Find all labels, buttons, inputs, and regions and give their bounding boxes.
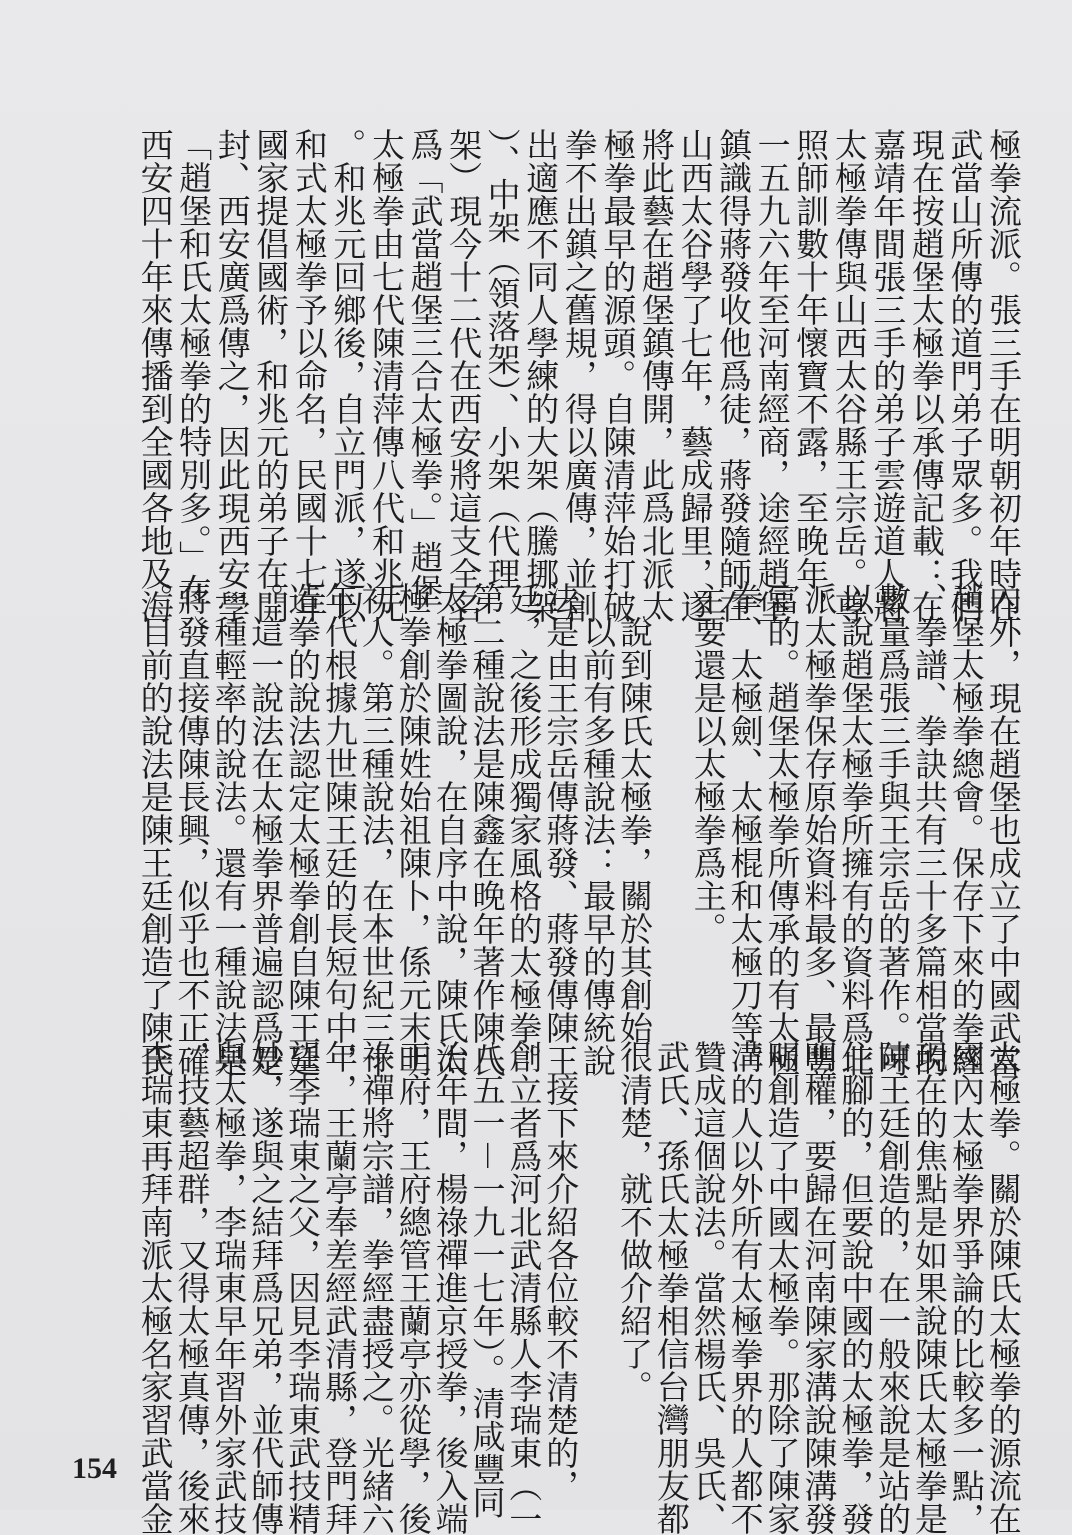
- text-column: 派太極拳保存原始資料最多、最豐: [799, 582, 839, 1077]
- text-column: 很清楚，就不做介紹了。: [614, 1040, 654, 1403]
- text-column: 陳王廷創造的，在一般來說是站的: [873, 1040, 913, 1535]
- text-column: 蔣發直接傳陳長興，似乎也不正確: [172, 582, 212, 1077]
- text-column: 。目前的說法是陳王廷創造了陳氏: [135, 582, 175, 1077]
- text-column: 現在按趙堡太極拳以承傳記載：在: [906, 128, 946, 623]
- text-column: 王府，王府總管王蘭亭亦從學，後: [393, 1040, 433, 1535]
- text-column: 現在的焦點是如果說陳氏太極拳是: [909, 1040, 949, 1535]
- text-column: 明權，要歸在河南陳家溝說陳溝發: [799, 1040, 839, 1535]
- text-column: 太極拳。關於陳氏太極拳的源流在: [983, 1040, 1023, 1535]
- text-column: 與太極拳，李瑞東早年習外家武技: [209, 1040, 249, 1535]
- text-column: 國家提倡國術，和兆元的弟子在開: [251, 128, 291, 623]
- text-column: 年代根據九世陳王廷的長短句中，: [319, 582, 359, 1077]
- text-column: 贊成這個說法。當然楊氏、吳氏、: [688, 1040, 728, 1535]
- page-number: 154: [72, 1452, 117, 1485]
- text-column: 爲「武當趙堡三合太極拳。」趙堡: [405, 128, 445, 607]
- text-column: ）、中架（領落架）、小架（代理: [482, 128, 522, 590]
- text-column: 極拳創於陳姓始祖陳卜，係元末明: [393, 582, 433, 1077]
- text-column: 八五一－一九一七年）。清咸豐同: [467, 1040, 507, 1519]
- text-column: 山西太谷學了七年，藝成歸里，遂: [675, 128, 715, 623]
- text-column: 明創造了中國太極拳。那除了陳家: [762, 1040, 802, 1535]
- text-column: 將此藝在趙堡鎮傳開，此爲北派太: [636, 128, 676, 623]
- text-column: 說到陳氏太極拳，關於其創始: [614, 582, 654, 1044]
- text-column: 嘉靖年間張三手的弟子雲遊道人將: [868, 128, 908, 623]
- text-column: 太極拳圖說，在自序中說，陳氏太: [430, 582, 470, 1077]
- text-column: 。這一說法在太極拳界普遍認爲是: [246, 582, 286, 1077]
- text-column: 。和兆元回鄉後，自立門派，遂以: [328, 128, 368, 623]
- text-block-top: [135, 128, 1023, 623]
- text-column: 拳、太極劍、太極棍和太極刀等。: [725, 582, 765, 1077]
- text-column: 溝的人以外所有太極拳界的人都不: [725, 1040, 765, 1535]
- text-column: 武當山所傳的道門弟子眾多。我們: [945, 128, 985, 623]
- text-column: 造拳的說法認定太極拳創自陳王廷: [283, 582, 323, 1077]
- text-column: 趙堡太極拳總會。保存下來的拳經: [946, 582, 986, 1077]
- text-column: 極拳流派。張三手在明朝初年時在: [983, 128, 1023, 623]
- text-column: 以說趙堡太極拳所擁有的資料爲北: [836, 582, 876, 1077]
- text-column: 初人。第三種說法，在本世紀三十: [356, 582, 396, 1077]
- text-column: 和式太極拳予以命名，民國十七年: [289, 128, 329, 623]
- text-column: 出適應不同人學練的大架（騰挪架: [521, 128, 561, 623]
- text-column: 極拳最早的源頭。自陳清萍始打破: [598, 128, 638, 623]
- text-column: [581, 1040, 615, 1444]
- text-column: 創立者爲河北武清縣人李瑞東（一: [504, 1040, 544, 1535]
- text-column: 、拳譜、拳訣共有三十多篇相當的: [909, 582, 949, 1077]
- text-column: 住腳的，但要說中國的太極拳，發: [836, 1040, 876, 1535]
- text-column: 封、西安廣爲傳之，因此現西安學: [212, 128, 252, 623]
- text-column: 數量爲張三手與王宗岳的著作。可: [873, 582, 913, 1077]
- text-column: 太極拳傳與山西太谷縣王宗岳。尊: [829, 128, 869, 623]
- text-column: ，以前有多種說法：最早的傳統說: [578, 582, 618, 1077]
- text-column: 富的。趙堡太極拳所傳承的有太極: [762, 582, 802, 1077]
- text-column: 望李瑞東之父，因見李瑞東武技精: [283, 1040, 323, 1535]
- text-column: 鎮識得蔣發收他爲徒，蔣發隨師在: [714, 128, 754, 623]
- text-column: 治年間，楊祿禪進京授拳，後入端: [430, 1040, 470, 1535]
- text-block-bottom: [135, 1040, 1023, 1535]
- text-column: 年，王蘭亭奉差經武清縣，登門拜: [319, 1040, 359, 1535]
- text-column: 接下來介紹各位較不清楚的，: [541, 1040, 581, 1502]
- text-column: 內外，現在趙堡也成立了中國武當: [983, 582, 1023, 1077]
- text-block-middle: [135, 582, 1023, 1077]
- text-column: 廷，之後形成獨家風格的太極拳。: [504, 582, 544, 1077]
- text-column: [654, 582, 688, 986]
- text-column: 第二種說法是陳鑫在晚年著作陳氏: [467, 582, 507, 1077]
- text-column: ，技藝超群，又得太極真傳，後來: [172, 1040, 212, 1535]
- text-column: 主要還是以太極拳爲主。: [688, 582, 728, 945]
- text-column: 祿禪將宗譜，拳經盡授之。光緒六: [356, 1040, 396, 1535]
- text-column: 李瑞東再拜南派太極名家習武當金: [135, 1040, 175, 1535]
- text-column: 法是由王宗岳傳蔣發、蔣發傳陳王: [541, 582, 581, 1077]
- text-column: 「趙堡和氏太極拳的特別多。」在: [174, 128, 214, 607]
- text-column: 一五九六年至河南經商，途經趙堡: [752, 128, 792, 623]
- text-column: 拳不出鎮之舊規，得以廣傳，並創: [559, 128, 599, 623]
- text-column: 武氏、孫氏太極拳相信台灣朋友都: [651, 1040, 691, 1535]
- text-column: 國內太極拳界爭論的比較多一點，: [946, 1040, 986, 1535]
- text-column: 西安四十年來傳播到全國各地及海: [135, 128, 175, 623]
- text-column: 架）現今十二代在西安將這支全名: [444, 128, 484, 623]
- text-column: 太極拳由七代陳清萍傳八代和兆元: [366, 128, 406, 623]
- text-column: 照師訓數十年懷寶不露，至晚年，: [791, 128, 831, 623]
- text-column: 一種輕率的說法。還有一種說法是: [209, 582, 249, 1077]
- text-column: 妙，遂與之結拜爲兄弟，並代師傳: [246, 1040, 286, 1535]
